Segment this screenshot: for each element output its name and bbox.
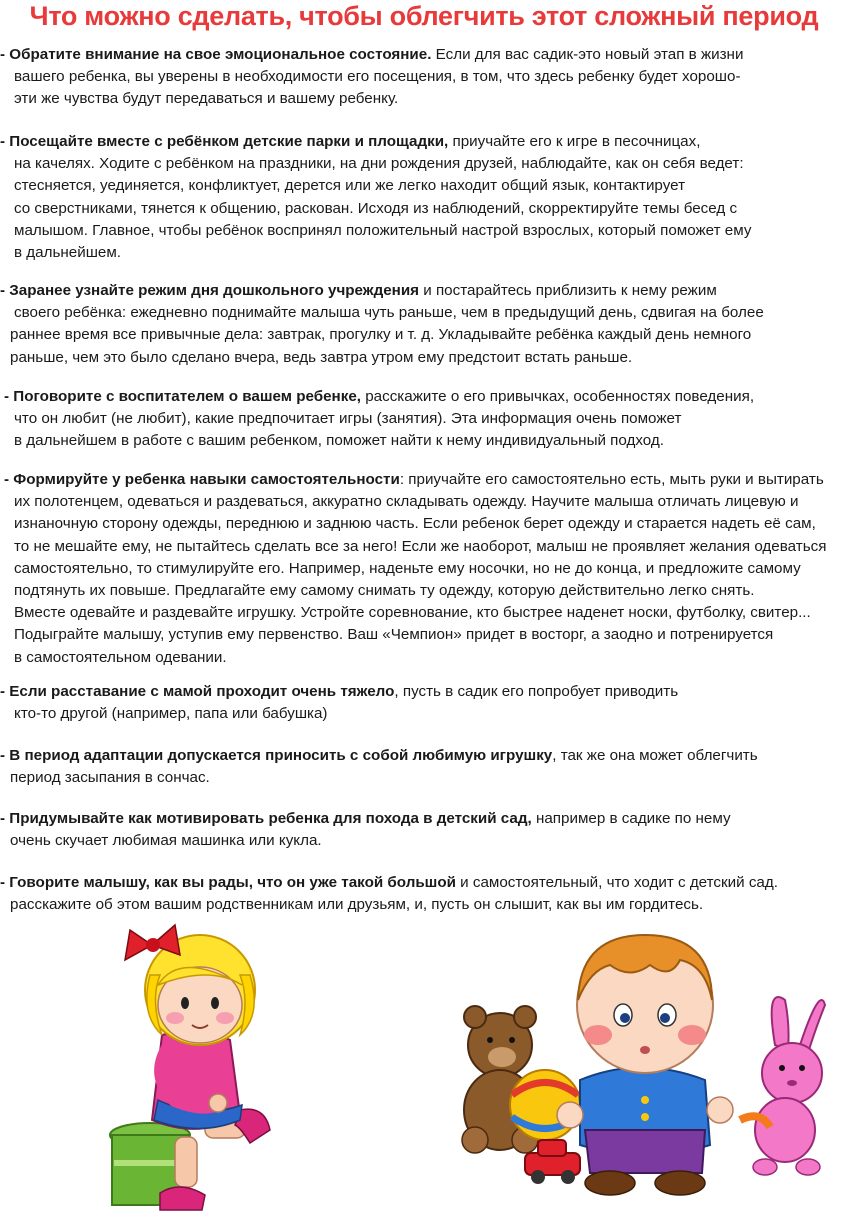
paragraph-line bbox=[0, 175, 848, 197]
paragraph-line bbox=[0, 830, 848, 852]
advice-text: расскажите о его привычках, особенностях поведения, bbox=[361, 388, 755, 405]
paragraph-line bbox=[0, 469, 848, 491]
advice-text: кто-то другой (например, папа или бабушка) bbox=[14, 705, 328, 723]
advice-paragraph bbox=[0, 469, 848, 669]
paragraph-line bbox=[0, 408, 848, 430]
paragraph-line bbox=[0, 88, 848, 110]
paragraph-line bbox=[0, 302, 848, 324]
paragraph-line bbox=[0, 430, 848, 452]
advice-text: Если для вас садик-это новый этап в жизни bbox=[431, 46, 744, 63]
advice-paragraph bbox=[0, 681, 848, 725]
advice-heading: - Если расставание с мамой проходит очень тяжело bbox=[0, 683, 395, 700]
advice-text: период засыпания в сончас. bbox=[10, 769, 210, 787]
paragraph-line bbox=[0, 347, 848, 369]
advice-heading: - Придумывайте как мотивировать ребенка для похода в детский сад, bbox=[0, 810, 532, 827]
boy-illustration bbox=[440, 905, 840, 1205]
paragraph-line bbox=[0, 580, 848, 602]
paragraph-line bbox=[0, 602, 848, 624]
paragraph-line bbox=[0, 44, 848, 66]
advice-text: изнаночную сторону одежды, переднюю и заднюю часть. Если ребенок берет одежду и старается надеть её сам, bbox=[14, 515, 816, 533]
advice-text: малышом. Главное, чтобы ребёнок воспринял положительный настрой взрослых, который поможет ему bbox=[14, 221, 752, 239]
advice-text: : приучайте его самостоятельно есть, мыть руки и вытирать bbox=[399, 471, 824, 488]
advice-text: своего ребёнка: ежедневно поднимайте малыша чуть раньше, чем в предыдущий день, сдвигая на более bbox=[14, 304, 764, 322]
advice-text: что он любит (не любит), какие предпочитает игры (занятия). Эта информация очень поможет bbox=[14, 410, 682, 428]
advice-paragraph bbox=[0, 131, 848, 264]
advice-text: вашего ребенка, вы уверены в необходимости его посещения, в том, что здесь ребенку будет хорошо- bbox=[14, 68, 741, 86]
advice-paragraph bbox=[0, 745, 848, 789]
advice-heading: - Поговорите с воспитателем о вашем ребенке, bbox=[4, 388, 361, 405]
girl-illustration bbox=[90, 905, 300, 1220]
advice-paragraph bbox=[0, 808, 848, 852]
advice-text: со сверстниками, тянется к общению, раскован. Исходя из наблюдений, скорректируйте темы бесед с bbox=[14, 199, 738, 217]
advice-text: раннее время все привычные дела: завтрак, прогулку и т. д. Укладывайте ребёнка каждый день немного bbox=[10, 326, 752, 344]
paragraph-line bbox=[0, 872, 848, 894]
paragraph-line bbox=[0, 131, 848, 153]
advice-heading: - Говорите малышу, как вы рады, что он уже такой большой bbox=[0, 874, 456, 891]
page-title: Что можно сделать, чтобы облегчить этот сложный период bbox=[29, 1, 819, 31]
advice-text: очень скучает любимая машинка или кукла. bbox=[10, 832, 322, 850]
advice-text: и постарайтесь приблизить к нему режим bbox=[419, 282, 717, 299]
paragraph-line bbox=[0, 624, 848, 646]
advice-text: раньше, чем это было сделано вчера, ведь завтра утром ему предстоит встать раньше. bbox=[10, 348, 633, 366]
advice-text: в самостоятельном одевании. bbox=[14, 648, 227, 666]
paragraph-line bbox=[0, 681, 848, 703]
paragraph-line bbox=[0, 198, 848, 220]
advice-heading: - Заранее узнайте режим дня дошкольного учреждения bbox=[0, 282, 420, 299]
paragraph-line bbox=[0, 66, 848, 88]
advice-heading: - Посещайте вместе с ребёнком детские парки и площадки, bbox=[0, 133, 449, 150]
paragraph-line bbox=[0, 153, 848, 175]
advice-text: приучайте его к игре в песочницах, bbox=[448, 133, 701, 150]
paragraph-line bbox=[0, 808, 848, 830]
advice-text: самостоятельно, то стимулируйте его. Например, наденьте ему носочки, но не до конца, и предложите самому bbox=[14, 559, 801, 577]
advice-paragraph bbox=[0, 386, 848, 453]
advice-text: и самостоятельный, что ходит с детский сад. bbox=[455, 874, 778, 891]
advice-text: стесняется, уединяется, конфликтует, дерется или же легко находит общий язык, контактирует bbox=[14, 177, 686, 195]
advice-paragraph bbox=[0, 44, 848, 111]
advice-paragraph bbox=[0, 280, 848, 369]
advice-text: подтянуть их повыше. Предлагайте ему самому снимать ту одежду, которую действительно легко снять. bbox=[14, 582, 755, 600]
advice-text: эти же чувства будут передаваться и вашему ребенку. bbox=[14, 90, 399, 108]
paragraph-line bbox=[0, 513, 848, 535]
paragraph-line bbox=[0, 767, 848, 789]
advice-text: например в садике по нему bbox=[531, 810, 731, 827]
paragraph-line bbox=[0, 491, 848, 513]
advice-heading: - В период адаптации допускается приносить с собой любимую игрушку bbox=[0, 747, 553, 764]
advice-text: в дальнейшем. bbox=[14, 244, 121, 262]
paragraph-line bbox=[0, 324, 848, 346]
paragraph-line bbox=[0, 647, 848, 669]
advice-text: на качелях. Ходите с ребёнком на праздники, на дни рождения друзей, наблюдайте, как он себя ведет: bbox=[14, 155, 744, 173]
paragraph-line bbox=[0, 386, 848, 408]
advice-text: , так же она может облегчить bbox=[552, 747, 758, 764]
paragraph-line bbox=[0, 280, 848, 302]
advice-text: в дальнейшем в работе с вашим ребенком, поможет найти к нему индивидуальный подход. bbox=[14, 432, 664, 450]
paragraph-line bbox=[0, 703, 848, 725]
paragraph-line bbox=[0, 220, 848, 242]
advice-heading: - Формируйте у ребенка навыки самостоятельности bbox=[4, 471, 400, 488]
paragraph-line bbox=[0, 242, 848, 264]
advice-heading: - Обратите внимание на свое эмоциональное состояние. bbox=[0, 46, 432, 63]
advice-text: расскажите об этом вашим родственникам или друзьям, и, пусть он слышит, как вы им гордитесь. bbox=[10, 896, 704, 914]
paragraph-line bbox=[0, 745, 848, 767]
advice-text: , пусть в садик его попробует приводить bbox=[394, 683, 679, 700]
paragraph-line bbox=[0, 558, 848, 580]
advice-text: то не мешайте ему, не пытайтесь сделать все за него! Если же наоборот, малыш не проявляет желания одеваться bbox=[14, 537, 827, 555]
paragraph-line bbox=[0, 536, 848, 558]
advice-text: их полотенцем, одеваться и раздеваться, аккуратно складывать одежду. Научите малыша отличать лицевую и bbox=[14, 493, 799, 511]
advice-text: Подыграйте малышу, уступив ему первенство. Ваш «Чемпион» придет в восторг, а заодно и потренируется bbox=[14, 626, 774, 644]
advice-text: Вместе одевайте и раздевайте игрушку. Устройте соревнование, кто быстрее наденет носки, футболку, свитер... bbox=[14, 604, 811, 622]
